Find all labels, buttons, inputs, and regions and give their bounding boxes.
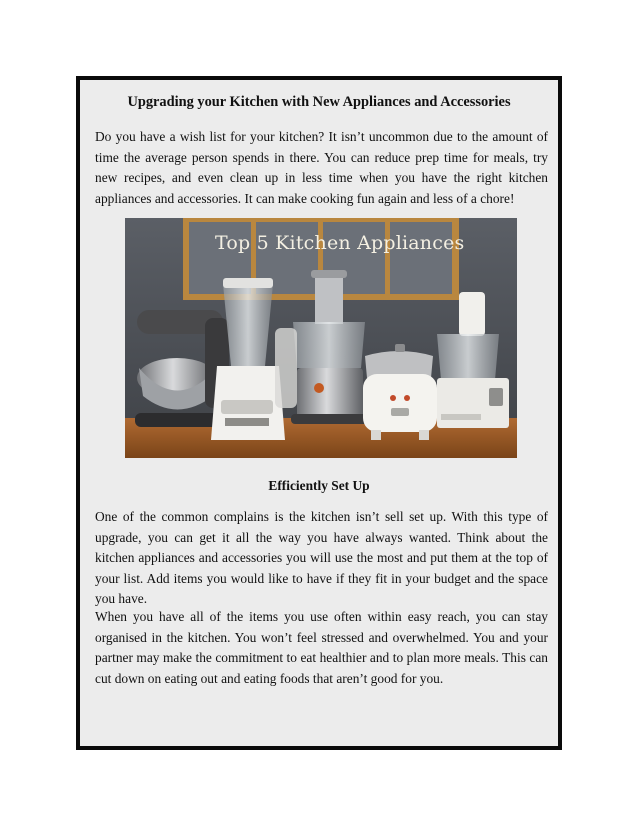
paragraph-setup: One of the common complains is the kitchen isn’t sell set up. With this type of upgrade, you can get it all the way you have always wanted. Think about the kitchen appliances and accessories you will use the most and put them at the top of your list. Add items you would like to have if they fit in your budget and the space you have.: [95, 509, 548, 606]
kitchen-appliances-photo: [125, 218, 517, 458]
section-heading: Efficiently Set Up: [268, 478, 370, 493]
intro-paragraph: Do you have a wish list for your kitchen? It isn’t uncommon due to the amount of time the average person spends in there. You can reduce prep time for meals, try new recipes, and even clean up in less time when you have the right kitchen appliances and accessories. It can make cooking fun again and less of a chore!: [95, 129, 548, 206]
paragraph-organised: When you have all of the items you use often within easy reach, you can stay organised in the kitchen. You won’t feel stressed and overwhelmed. You and your partner may make the commitment to eat healthier and to plan more meals. This can cut down on eating out and eating foods that aren’t good for you.: [95, 609, 548, 686]
document-page: [76, 76, 562, 750]
article-title: Upgrading your Kitchen with New Appliances and Accessories: [127, 94, 511, 110]
photo-caption: Top 5 Kitchen Appliances: [215, 232, 465, 254]
